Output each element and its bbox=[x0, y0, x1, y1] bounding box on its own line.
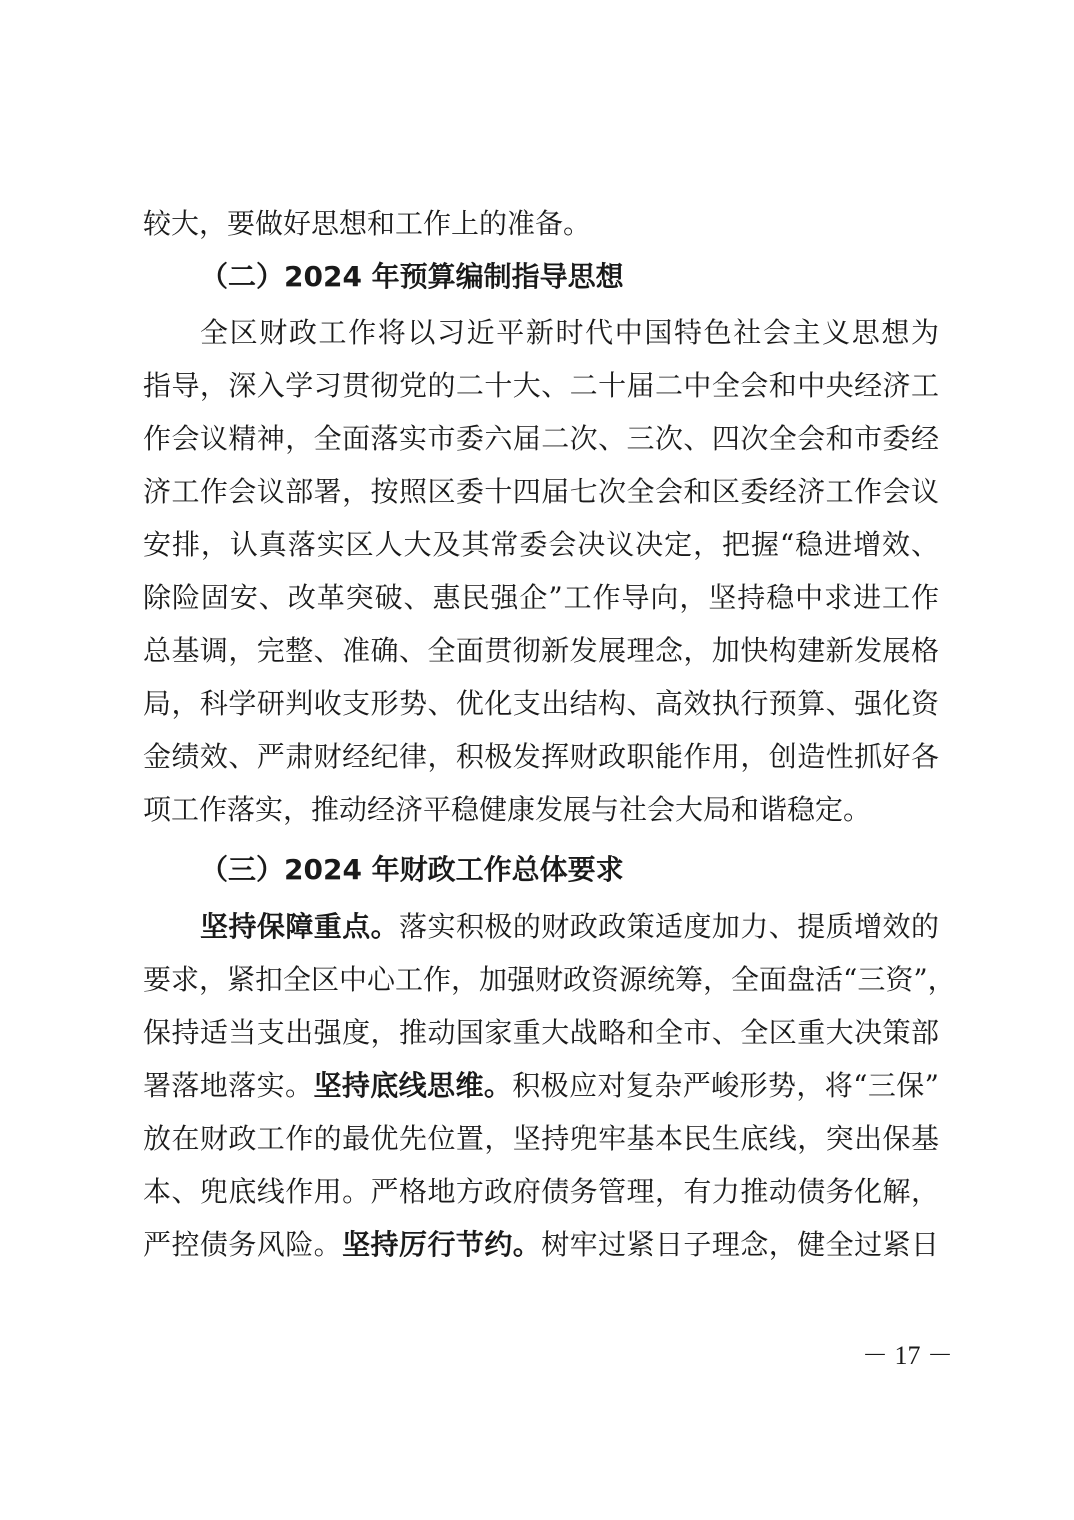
requirement-line-3: 保持适当支出强度，推动国家重大战略和全市、全区重大决策部 bbox=[143, 1016, 939, 1049]
requirement-line-4 bbox=[143, 1066, 939, 1106]
keyword-bottom-line-thinking: 坚持底线思维。 bbox=[313, 1069, 513, 1102]
guiding-line-10: 项工作落实，推动经济平稳健康发展与社会大局和谐稳定。 bbox=[143, 793, 872, 826]
guiding-line-3: 作会议精神，全面落实市委六届二次、三次、四次全会和市委经 bbox=[143, 422, 939, 455]
page-number: － 17 － bbox=[862, 1341, 954, 1370]
requirement-line-7-text-a: 严控债务风险。 bbox=[143, 1228, 343, 1261]
guiding-line-8: 局，科学研判收支形势、优化支出结构、高效执行预算、强化资 bbox=[143, 687, 939, 720]
requirement-line-5: 放在财政工作的最优先位置，坚持兜牢基本民生底线，突出保基 bbox=[143, 1122, 939, 1155]
carryover-line: 较大，要做好思想和工作上的准备。 bbox=[143, 207, 592, 240]
guiding-line-2: 指导，深入学习贯彻党的二十大、二十届二中全会和中央经济工 bbox=[143, 369, 939, 402]
guiding-line-4: 济工作会议部署，按照区委十四届七次全会和区委经济工作会议 bbox=[143, 475, 939, 508]
requirement-line-6: 本、兜底线作用。严格地方政府债务管理，有力推动债务化解， bbox=[143, 1175, 939, 1208]
requirement-line-2: 要求，紧扣全区中心工作，加强财政资源统筹，全面盘活“三资”， bbox=[143, 963, 956, 996]
requirement-line-1-text: 落实积极的财政政策适度加力、提质增效的 bbox=[399, 910, 939, 943]
section-heading-2: （二）2024 年预算编制指导思想 bbox=[200, 260, 624, 293]
guiding-line-6: 除险固安、改革突破、惠民强企”工作导向，坚持稳中求进工作 bbox=[143, 581, 939, 614]
requirement-line-1 bbox=[200, 907, 939, 947]
keyword-ensure-priorities: 坚持保障重点。 bbox=[200, 910, 400, 943]
guiding-line-1: 全区财政工作将以习近平新时代中国特色社会主义思想为 bbox=[200, 316, 939, 349]
requirement-line-7 bbox=[143, 1225, 939, 1265]
requirement-line-7-text-b: 树牢过紧日子理念，健全过紧日 bbox=[541, 1228, 939, 1261]
section-heading-3: （三）2024 年财政工作总体要求 bbox=[200, 853, 624, 886]
requirement-line-4-text-a: 署落地落实。 bbox=[143, 1069, 314, 1102]
guiding-line-7: 总基调，完整、准确、全面贯彻新发展理念，加快构建新发展格 bbox=[143, 634, 939, 667]
keyword-practice-thrift: 坚持厉行节约。 bbox=[342, 1228, 542, 1261]
guiding-line-9: 金绩效、严肃财经纪律，积极发挥财政职能作用，创造性抓好各 bbox=[143, 740, 939, 773]
guiding-line-5: 安排，认真落实区人大及其常委会决议决定，把握“稳进增效、 bbox=[143, 528, 939, 561]
requirement-line-4-text-b: 积极应对复杂严峻形势，将“三保” bbox=[512, 1069, 939, 1102]
